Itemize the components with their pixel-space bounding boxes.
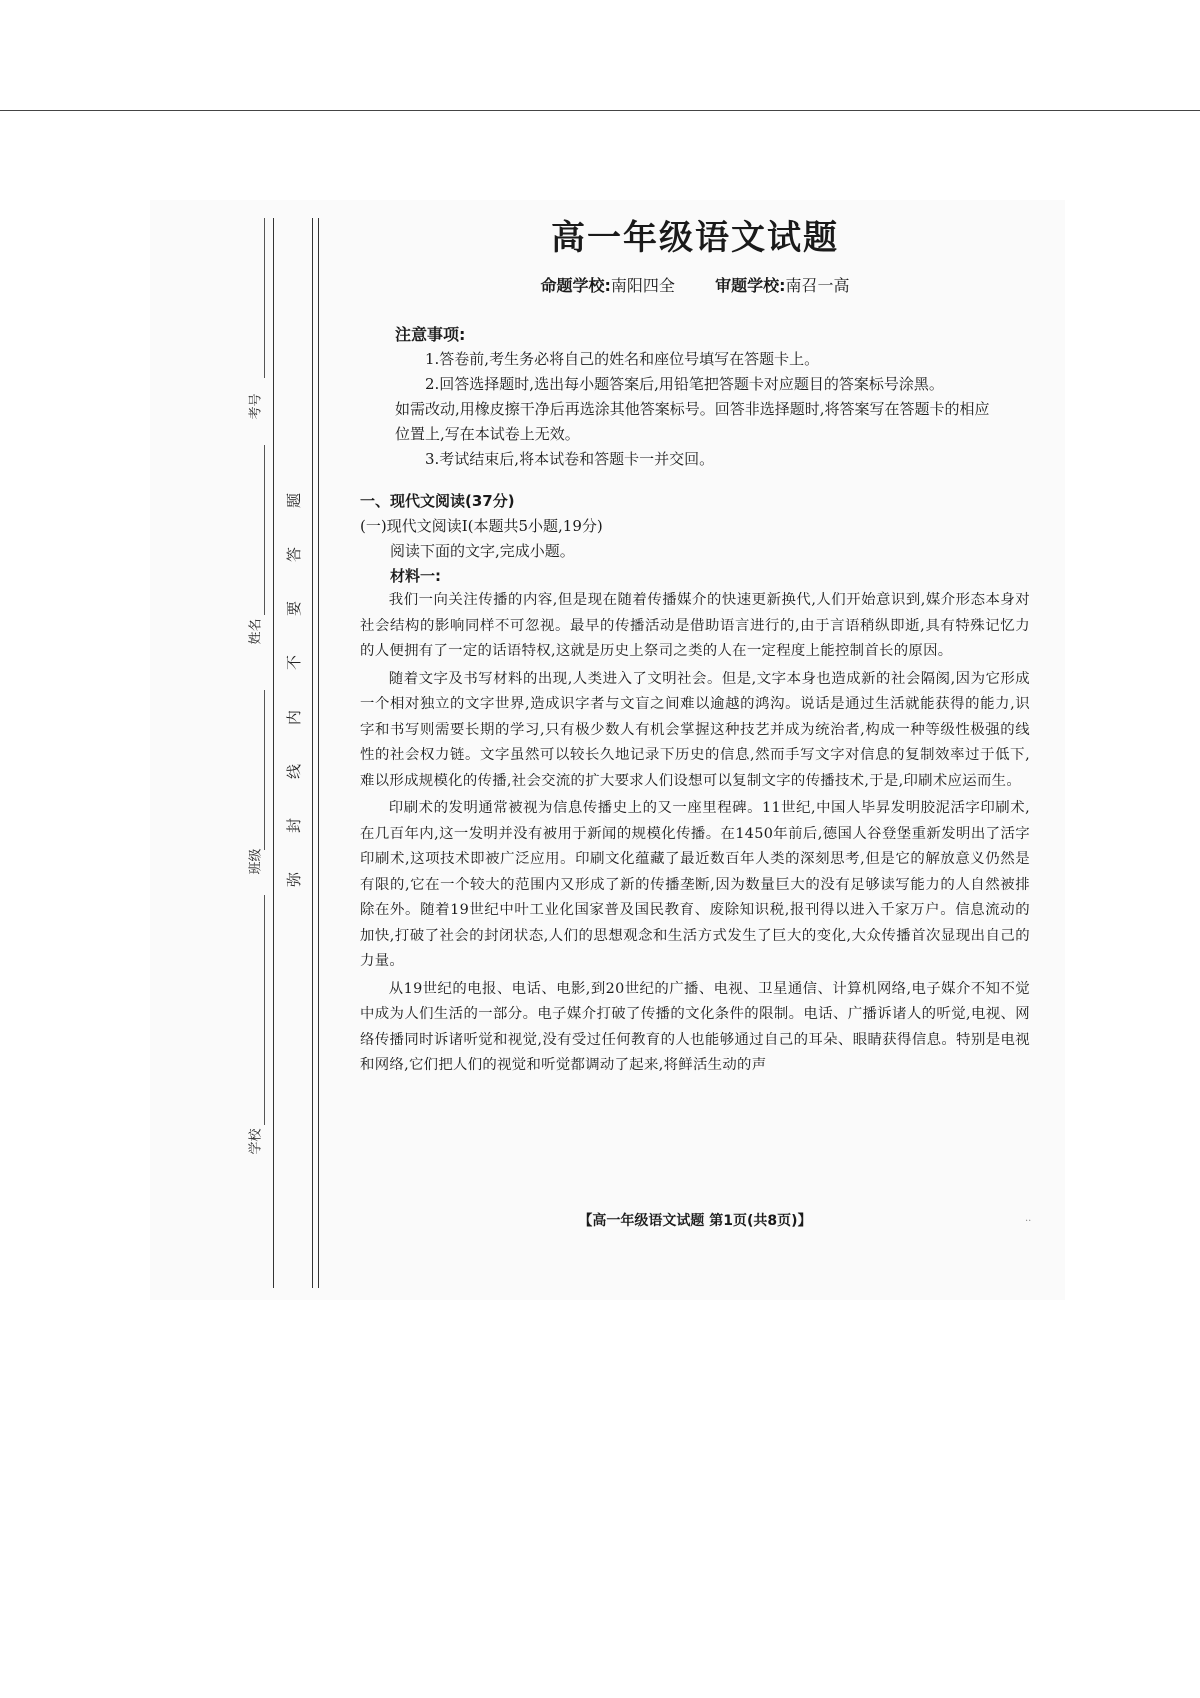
name-blank	[264, 445, 265, 615]
seal-char: 弥	[285, 871, 304, 887]
binding-line-right	[318, 218, 319, 1288]
exam-number-label: 考号	[248, 393, 264, 420]
seal-char: 内	[285, 709, 304, 725]
paragraph: 从19世纪的电报、电话、电影,到20世纪的广播、电视、卫星通信、计算机网络,电子媒介不知不觉中成为人们生活的一部分。电子媒介打破了传播的文化条件的限制。电话、广播诉诸人的听觉,电视、网络传播同时诉诸听觉和视觉,没有受过任何教育的人也能够通过自己的耳朵、眼睛获得信息。特别是电视和网络,它们把人们的视觉和听觉都调动了起来,将鲜活生动的声	[360, 980, 1030, 1073]
binding-line-middle	[312, 218, 313, 1288]
notice-item-2-continued: 如需改动,用橡皮擦干净后再选涂其他答案标号。回答非选择题时,将答案写在答题卡的相应位置上,写在本试卷上无效。	[395, 400, 990, 443]
seal-line-notice	[284, 490, 304, 890]
scan-dots: ..	[1025, 1213, 1032, 1224]
class-blank	[264, 690, 265, 850]
seal-char: 要	[285, 601, 304, 617]
notice-heading: 注意事项:	[395, 325, 466, 344]
seal-char: 答	[285, 547, 304, 563]
seal-char: 题	[285, 492, 304, 509]
page-footer: 【高一年级语文试题 第1页(共8页)】	[578, 1213, 812, 1229]
section-instruction: 阅读下面的文字,完成小题。	[390, 542, 575, 560]
school-blank	[264, 895, 265, 1125]
notice-item-2: 2.回答选择题时,选出每小题答案后,用铅笔把答题卡对应题目的答案标号涂黑。	[425, 375, 944, 393]
reviewer-value: 南召一高	[785, 276, 850, 295]
reviewer-label: 审题学校:	[715, 276, 786, 295]
paragraph: 随着文字及书写材料的出现,人类进入了文明社会。但是,文字本身也造成新的社会隔阂,因为它形成一个相对独立的文字世界,造成识字者与文盲之间难以逾越的鸿沟。说话是通过生活就能获得的能力,识字和书写则需要长期的学习,只有极少数人有机会掌握这种技艺并成为统治者,构成一种等级性极强的线性的社会权力链。文字虽然可以较长久地记录下历史的信息,然而手写文字对信息的复制效率过于低下,难以形成规模化的传播,社会交流的扩大要求人们设想可以复制文字的传播技术,于是,印刷术应运而生。	[360, 670, 1030, 789]
notice-item-1: 1.答卷前,考生务必将自己的姓名和座位号填写在答题卡上。	[425, 350, 820, 368]
school-label: 学校	[248, 1128, 264, 1155]
exam-number-blank	[264, 218, 265, 378]
exam-content	[360, 210, 1030, 1079]
binding-line-left	[273, 218, 274, 1288]
paragraph: 我们一向关注传播的内容,但是现在随着传播媒介的快速更新换代,人们开始意识到,媒介形态本身对社会结构的影响同样不可忽视。最早的传播活动是借助语言进行的,由于言语稍纵即逝,具有特殊记忆力的人便拥有了一定的话语特权,这就是历史上祭司之类的人在一定程度上能控制首长的原因。	[360, 592, 1030, 659]
name-label: 姓名	[248, 618, 264, 645]
material-label: 材料一:	[390, 567, 441, 585]
page-title: 高一年级语文试题	[551, 218, 839, 258]
notice-block	[395, 322, 995, 472]
paragraph: 印刷术的发明通常被视为信息传播史上的又一座里程碑。11世纪,中国人毕昇发明胶泥活字印刷术,在几百年内,这一发明并没有被用于新闻的规模化传播。在1450年前后,德国人谷登堡重新发明出了活字印刷术,这项技术即被广泛应用。印刷文化蕴藏了最近数百年人类的深刻思考,但是它的解放意义仍然是有限的,它在一个较大的范围内又形成了新的传播垄断,因为数量巨大的没有足够读写能力的人自然被排除在外。随着19世纪中叶工业化国家普及国民教育、废除知识税,报刊得以进入千家万户。信息流动的加快,打破了社会的封闭状态,人们的思想观念和生活方式发生了巨大的变化,大众传播首次显现出自己的力量。	[360, 800, 1030, 969]
seal-char: 封	[285, 817, 304, 833]
setter-label: 命题学校:	[540, 276, 611, 295]
section-subheading: (一)现代文阅读Ⅰ(本题共5小题,19分)	[360, 517, 603, 535]
notice-item-3: 3.考试结束后,将本试卷和答题卡一并交回。	[425, 450, 715, 468]
class-label: 班级	[248, 848, 264, 875]
section-heading: 一、现代文阅读(37分)	[360, 492, 515, 510]
seal-char: 线	[285, 763, 304, 779]
school-info	[360, 273, 1030, 296]
setter-value: 南阳四全	[610, 276, 675, 295]
top-rule	[0, 110, 1200, 111]
seal-char: 不	[285, 655, 304, 671]
